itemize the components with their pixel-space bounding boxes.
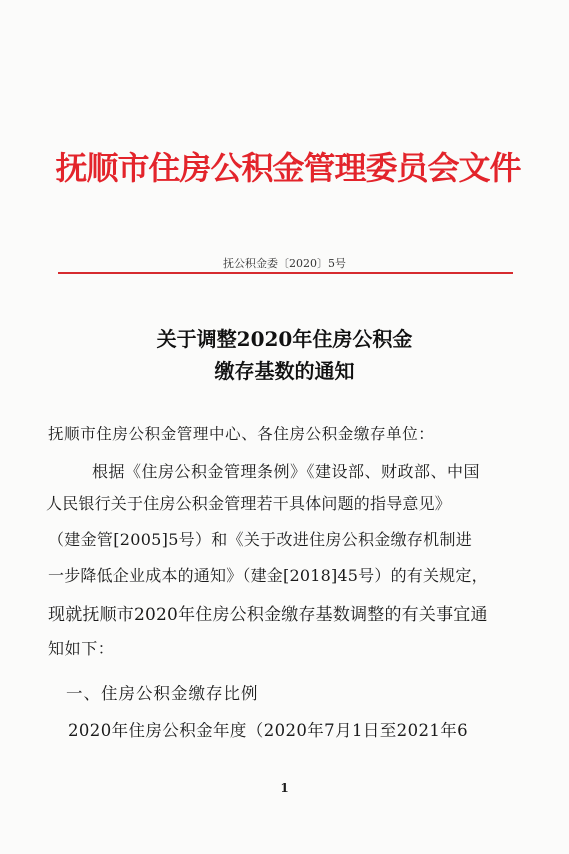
section-body-text: 2020年住房公积金年度（2020年7月1日至2021年6 (68, 721, 469, 740)
body-text-line: 一步降低企业成本的通知》（建金[2018]45号）的有关规定， (48, 566, 488, 585)
notice-title-line-2: 缴存基数的通知 (214, 359, 355, 383)
body-text-line: 根据《住房公积金管理条例》《建设部、财政部、中国 (92, 462, 481, 481)
body-text-line: 人民银行关于住房公积金管理若干具体问题的指导意见》 (46, 494, 452, 513)
document-header-title: 抚顺市住房公积金管理委员会文件 (55, 149, 521, 187)
document-number: 抚公积金委〔2020〕5号 (223, 257, 346, 270)
notice-title-line-1: 关于调整2020年住房公积金 (156, 327, 413, 351)
red-divider-line (58, 272, 513, 274)
body-text-line: （建金管[2005]5号）和《关于改进住房公积金缴存机制进 (48, 530, 473, 549)
addressee-line: 抚顺市住房公积金管理中心、各住房公积金缴存单位： (48, 425, 435, 443)
body-text-line: 现就抚顺市2020年住房公积金缴存基数调整的有关事宜通 (48, 605, 488, 625)
page-number: 1 (280, 781, 289, 795)
body-text-line: 知如下： (48, 639, 115, 658)
section-heading: 一、住房公积金缴存比例 (66, 684, 259, 703)
